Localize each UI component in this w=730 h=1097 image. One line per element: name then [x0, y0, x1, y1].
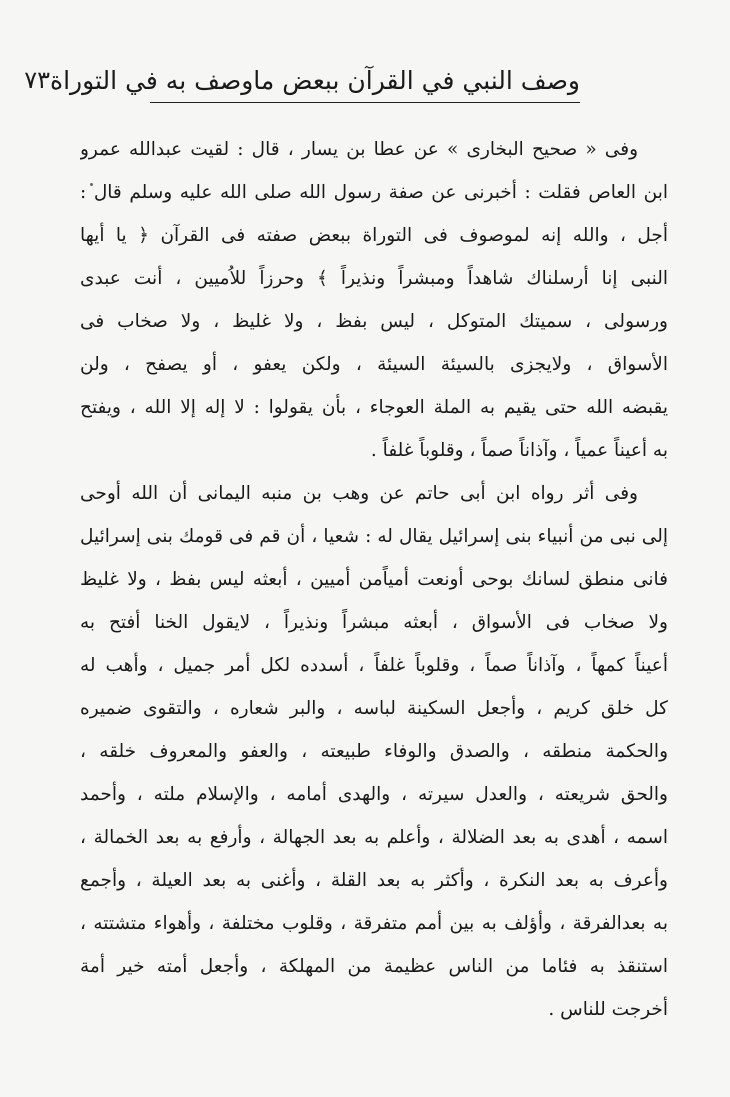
text-line: وفى أثر رواه ابن أبى حاتم عن وهب بن منبه اليمانى أن الله أوحى: [80, 483, 638, 504]
text-line: وفى « صحيح البخارى » عن عطا بن يسار ، قال : لقيت عبدالله عمرو: [80, 139, 638, 160]
text-line: الأسواق ، ولايجزى بالسيئة السيئة ، ولكن يعفو ، أو يصفح ، ولن: [80, 354, 668, 375]
text-line: أجل ، والله إنه لموصوف فى التوراة ببعض صفته فى القرآن ﴿ يا أيها: [80, 225, 668, 246]
text-line: وأعرف به بعد النكرة ، وأكثر به بعد القلة ، وأغنى به بعد العيلة ، وأجمع: [80, 870, 668, 891]
header-rule: [150, 102, 580, 103]
text-line: اسمه ، أهدى به بعد الضلالة ، وأعلم به بعد الجهالة ، وأرفع به بعد الخمالة ،: [80, 827, 668, 848]
paragraph-1: [80, 128, 668, 472]
text-line: استنقذ به فئاما من الناس عظيمة من المهلكة ، وأجعل أمته خير أمة: [80, 956, 668, 977]
text-line: كل خلق كريم ، وأجعل السكينة لباسه ، والبر شعاره ، والتقوى ضميره: [80, 698, 668, 719]
running-header: [24, 58, 580, 102]
text-line: فانى منطق لسانك بوحى أونعت أمياًمن أميين ، أبعثه ليس بفظ ، ولا غليظ: [80, 569, 668, 590]
text-line: والحكمة منطقه ، والصدق والوفاء طبيعته ، والعفو والمعروف خلقه ،: [80, 741, 668, 762]
text-line: أعيناً كمهاً ، وآذاناً صماً ، وقلوباً غلفاً ، أسدده لكل أمر جميل ، وأهب له: [80, 655, 668, 676]
text-line: ابن العاص فقلت : أخبرنى عن صفة رسول الله صلى الله عليه وسلم قال :: [80, 182, 668, 203]
text-line: ولا صخاب فى الأسواق ، أبعثه مبشراً ونذيراً ، لايقول الخنا أفتح به: [80, 612, 668, 633]
header-title: وصف النبي في القرآن ببعض ماوصف به في التوراة: [49, 65, 580, 95]
text-line: به أعيناً عمياً ، وآذاناً صماً ، وقلوباً غلفاً .: [370, 440, 668, 461]
paragraph-2: [80, 472, 668, 1031]
text-line: ورسولى ، سميتك المتوكل ، ليس بفظ ، ولا غليظ ، ولا صخاب فى: [80, 311, 668, 332]
text-line: والحق شريعته ، والعدل سيرته ، والهدى أمامه ، والإسلام ملته ، وأحمد: [80, 784, 668, 805]
page-number: ٧٣: [24, 66, 50, 94]
text-line: النبى إنا أرسلناك شاهداً ومبشراً ونذيراً ﴾ وحرزاً للاُميين ، أنت عبدى: [80, 268, 668, 289]
text-line: إلى نبى من أنبياء بنى إسرائيل يقال له : شعيا ، أن قم فى قومك بنى إسرائيل: [80, 526, 668, 547]
text-line: يقبضه الله حتى يقيم به الملة العوجاء ، بأن يقولوا : لا إله إلا الله ، ويفتح: [80, 397, 668, 418]
text-line: به بعدالفرقة ، وأؤلف به بين أمم متفرقة ، وقلوب مختلفة ، وأهواء متشتته ،: [80, 913, 668, 934]
text-line: أخرجت للناس .: [548, 999, 668, 1020]
